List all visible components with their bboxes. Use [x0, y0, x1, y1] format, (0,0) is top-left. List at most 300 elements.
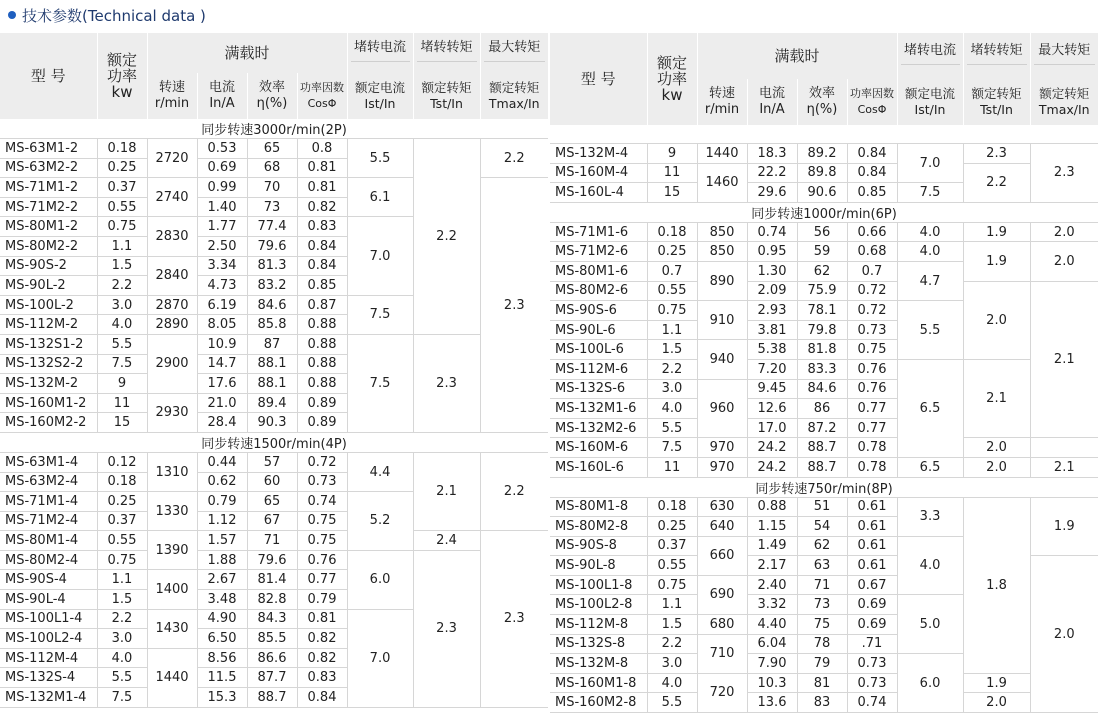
cell-current: 1.30	[747, 261, 797, 281]
cell-speed: 710	[697, 634, 747, 673]
cell-speed: 850	[697, 242, 747, 262]
cell-power: 1.5	[97, 590, 147, 610]
cell-power: 1.1	[647, 320, 697, 340]
cell-power: 9	[647, 144, 697, 164]
cell-current: 1.12	[197, 511, 247, 531]
cell-power-factor: 0.84	[297, 688, 347, 708]
cell-power-factor: 0.66	[847, 222, 897, 242]
cell-efficiency: 88.7	[247, 688, 297, 708]
cell-power: 15	[97, 413, 147, 433]
cell-tmax-in: 2.1	[1030, 281, 1098, 438]
cell-power: 0.55	[97, 197, 147, 217]
cell-power-factor: 0.79	[297, 590, 347, 610]
header-ist-in-text: 额定电流 Ist/In	[905, 86, 956, 117]
cell-power-factor: 0.84	[297, 236, 347, 256]
cell-efficiency: 71	[797, 575, 847, 595]
cell-efficiency: 88.1	[247, 354, 297, 374]
cell-power-factor: 0.88	[297, 334, 347, 354]
cell-efficiency: 75.9	[797, 281, 847, 301]
cell-ist-in: 4.0	[897, 222, 963, 242]
table-row	[0, 452, 548, 472]
cell-power: 0.25	[647, 242, 697, 262]
cell-efficiency: 75	[797, 615, 847, 635]
cell-power: 3.0	[97, 295, 147, 315]
cell-power-factor: 0.74	[297, 492, 347, 512]
cell-efficiency: 81.4	[247, 570, 297, 590]
cell-tmax-in: 2.2	[480, 139, 548, 178]
cell-power-factor: 0.73	[847, 320, 897, 340]
cell-power-factor: 0.77	[847, 418, 897, 438]
cell-model: MS-160M2-2	[0, 413, 97, 433]
cell-speed: 1460	[697, 163, 747, 202]
cell-power: 0.75	[97, 217, 147, 237]
cell-model: MS-132M-4	[550, 144, 647, 164]
section-label: 同步转速1500r/min(4P)	[0, 432, 548, 452]
cell-current: 0.53	[197, 139, 247, 159]
cell-current: 4.90	[197, 609, 247, 629]
cell-efficiency: 88.7	[797, 457, 847, 477]
cell-speed: 2870	[147, 295, 197, 315]
cell-efficiency: 89.4	[247, 393, 297, 413]
cell-efficiency: 54	[797, 517, 847, 537]
header-full-load-text: 满载时	[774, 47, 820, 65]
cell-efficiency: 84.3	[247, 609, 297, 629]
cell-power: 2.2	[97, 276, 147, 296]
cell-current: 0.44	[197, 452, 247, 472]
cell-speed: 1400	[147, 570, 197, 609]
cell-model: MS-112M-8	[550, 615, 647, 635]
cell-efficiency: 89.2	[797, 144, 847, 164]
header-efficiency	[247, 73, 297, 119]
cell-current: 0.74	[747, 222, 797, 242]
header-tst-in-text: 额定转矩 Tst/In	[971, 86, 1022, 117]
section-heading-text: 技术参数(Technical data )	[22, 6, 206, 25]
cell-power-factor: 0.81	[297, 158, 347, 178]
cell-tst-in: 2.1	[413, 452, 480, 530]
cell-ist-in: 4.7	[897, 261, 963, 300]
cell-efficiency: 88.1	[247, 374, 297, 394]
cell-speed: 690	[697, 575, 747, 614]
cell-current: 28.4	[197, 413, 247, 433]
cell-power-factor: 0.76	[847, 379, 897, 399]
header-tst-in-text: 额定转矩 Tst/In	[421, 80, 472, 111]
cell-power: 2.2	[647, 359, 697, 379]
header-locked-rotor-current	[347, 33, 413, 73]
cell-ist-in: 7.5	[347, 334, 413, 432]
cell-power: 0.55	[647, 281, 697, 301]
cell-efficiency: 84.6	[797, 379, 847, 399]
cell-model: MS-132M-2	[0, 374, 97, 394]
cell-efficiency: 78	[797, 634, 847, 654]
header-full-load	[697, 33, 897, 79]
header-power-factor-text: 功率因数 CosΦ	[850, 87, 894, 116]
cell-current: 11.5	[197, 668, 247, 688]
cell-efficiency: 51	[797, 497, 847, 517]
cell-power-factor: 0.82	[297, 197, 347, 217]
header-locked-rotor-torque-text: 堵转转矩	[417, 40, 477, 62]
cell-model: MS-132M1-6	[550, 399, 647, 419]
cell-model: MS-80M2-2	[0, 236, 97, 256]
header-current-text: 电流 In/A	[208, 80, 235, 111]
cell-efficiency: 85.5	[247, 629, 297, 649]
cell-power: 0.55	[647, 556, 697, 576]
cell-current: 2.67	[197, 570, 247, 590]
cell-model: MS-71M1-4	[0, 492, 97, 512]
cell-power-factor: 0.72	[847, 281, 897, 301]
cell-power: 15	[647, 183, 697, 203]
table-row	[0, 531, 548, 551]
cell-current: 0.69	[197, 158, 247, 178]
cell-power-factor: 0.77	[847, 399, 897, 419]
cell-model: MS-63M1-4	[0, 452, 97, 472]
cell-model: MS-160M-6	[550, 438, 647, 458]
cell-power-factor: 0.84	[847, 144, 897, 164]
cell-current: 6.50	[197, 629, 247, 649]
cell-tst-in: 1.9	[963, 242, 1030, 281]
header-current-text: 电流 In/A	[758, 86, 785, 117]
cell-power: 0.25	[97, 492, 147, 512]
cell-power-factor: 0.88	[297, 374, 347, 394]
cell-tmax-in: 2.0	[1030, 242, 1098, 281]
cell-speed: 890	[697, 261, 747, 300]
cell-power: 1.1	[97, 570, 147, 590]
cell-tst-in: 2.3	[963, 144, 1030, 164]
cell-current: 14.7	[197, 354, 247, 374]
cell-power-factor: 0.76	[847, 359, 897, 379]
cell-current: 1.57	[197, 531, 247, 551]
cell-model: MS-90S-6	[550, 301, 647, 321]
table-row	[550, 497, 1098, 517]
table-row	[0, 334, 548, 354]
cell-power-factor: 0.72	[297, 452, 347, 472]
cell-efficiency: 81	[797, 673, 847, 693]
cell-speed: 1330	[147, 492, 197, 531]
cell-ist-in: 7.5	[347, 295, 413, 334]
cell-efficiency: 79	[797, 654, 847, 674]
cell-current: 8.56	[197, 648, 247, 668]
header-locked-rotor-torque	[963, 33, 1030, 79]
cell-power-factor: 0.75	[297, 531, 347, 551]
cell-efficiency: 89.8	[797, 163, 847, 183]
table-row	[550, 222, 1098, 242]
cell-model: MS-80M2-4	[0, 550, 97, 570]
cell-power-factor: 0.78	[847, 457, 897, 477]
cell-power: 4.0	[647, 673, 697, 693]
cell-power-factor: 0.75	[297, 511, 347, 531]
cell-power: 1.5	[647, 340, 697, 360]
section-label: 同步转速750r/min(8P)	[550, 477, 1098, 497]
cell-power: 0.37	[97, 178, 147, 198]
header-model	[550, 33, 647, 125]
cell-current: 12.6	[747, 399, 797, 419]
section-row	[550, 202, 1098, 222]
cell-power-factor: 0.75	[847, 340, 897, 360]
cell-model: MS-132S-8	[550, 634, 647, 654]
cell-tst-in: 2.0	[963, 457, 1030, 477]
cell-model: MS-100L2-4	[0, 629, 97, 649]
table-row	[0, 139, 548, 159]
cell-speed: 2890	[147, 315, 197, 335]
cell-current: 2.50	[197, 236, 247, 256]
cell-speed: 1390	[147, 531, 197, 570]
cell-ist-in: 7.0	[347, 217, 413, 295]
section-label: 同步转速3000r/min(2P)	[0, 119, 548, 139]
cell-model: MS-90S-4	[0, 570, 97, 590]
cell-power-factor: 0.83	[297, 668, 347, 688]
cell-power: 4.0	[97, 315, 147, 335]
header-speed	[147, 73, 197, 119]
cell-power-factor: 0.72	[847, 301, 897, 321]
cell-speed: 680	[697, 615, 747, 635]
technical-data-table-right	[550, 33, 1098, 713]
cell-efficiency: 63	[797, 556, 847, 576]
cell-power: 5.5	[97, 334, 147, 354]
cell-power: 0.37	[97, 511, 147, 531]
header-ist-in	[897, 79, 963, 125]
cell-ist-in: 4.4	[347, 452, 413, 491]
cell-ist-in: 6.5	[897, 359, 963, 457]
cell-power-factor: 0.73	[847, 673, 897, 693]
cell-efficiency: 65	[247, 492, 297, 512]
table-row	[0, 550, 548, 570]
header-max-torque-text: 最大转矩	[1034, 43, 1096, 65]
cell-current: 6.19	[197, 295, 247, 315]
cell-ist-in: 7.5	[897, 183, 963, 203]
cell-efficiency: 83.2	[247, 276, 297, 296]
cell-speed: 970	[697, 438, 747, 458]
cell-model: MS-80M1-4	[0, 531, 97, 551]
cell-model: MS-71M1-6	[550, 222, 647, 242]
cell-speed: 2720	[147, 139, 197, 178]
cell-efficiency: 59	[797, 242, 847, 262]
header-tmax-in-text: 额定转矩 Tmax/In	[1038, 86, 1090, 117]
cell-ist-in: 4.0	[897, 536, 963, 595]
cell-model: MS-80M1-6	[550, 261, 647, 281]
cell-power: 0.75	[647, 575, 697, 595]
cell-current: 17.6	[197, 374, 247, 394]
cell-current: 13.6	[747, 693, 797, 713]
cell-tst-in: 2.0	[963, 693, 1030, 713]
cell-power: 0.18	[647, 222, 697, 242]
cell-power: 5.5	[647, 418, 697, 438]
cell-ist-in: 5.5	[347, 139, 413, 178]
table-row	[550, 438, 1098, 458]
table-row	[550, 144, 1098, 164]
cell-power: 3.0	[647, 379, 697, 399]
cell-power-factor: 0.85	[297, 276, 347, 296]
header-rated-power	[647, 33, 697, 125]
cell-efficiency: 85.8	[247, 315, 297, 335]
cell-power-factor: 0.76	[297, 550, 347, 570]
cell-efficiency: 81.3	[247, 256, 297, 276]
cell-power: 0.18	[97, 139, 147, 159]
cell-tmax-in: 1.9	[1030, 497, 1098, 556]
cell-tst-in: 2.0	[963, 438, 1030, 458]
cell-efficiency: 81.8	[797, 340, 847, 360]
cell-efficiency: 78.1	[797, 301, 847, 321]
cell-current: 1.15	[747, 517, 797, 537]
cell-power-factor: 0.84	[847, 163, 897, 183]
cell-power: 7.5	[647, 438, 697, 458]
cell-speed: 2930	[147, 393, 197, 432]
blank-cell	[550, 125, 1098, 144]
cell-speed: 910	[697, 301, 747, 340]
cell-tmax-in: 2.2	[480, 452, 548, 530]
cell-efficiency: 79.6	[247, 550, 297, 570]
cell-ist-in: 6.0	[347, 550, 413, 609]
cell-power: 0.25	[647, 517, 697, 537]
cell-efficiency: 68	[247, 158, 297, 178]
header-max-torque	[480, 33, 548, 73]
bullet-icon	[8, 11, 16, 19]
header-rated-power-text: 额定 功率 kw	[656, 54, 687, 104]
cell-power-factor: 0.84	[297, 256, 347, 276]
cell-current: 0.99	[197, 178, 247, 198]
table-row	[550, 281, 1098, 301]
header-max-torque	[1030, 33, 1098, 79]
cell-power: 0.25	[97, 158, 147, 178]
cell-model: MS-100L1-4	[0, 609, 97, 629]
cell-power: 0.37	[647, 536, 697, 556]
cell-efficiency: 88.7	[797, 438, 847, 458]
cell-current: 4.40	[747, 615, 797, 635]
cell-current: 29.6	[747, 183, 797, 203]
cell-power: 5.5	[97, 668, 147, 688]
technical-data-table-left	[0, 33, 548, 708]
cell-speed: 960	[697, 379, 747, 438]
cell-model: MS-132S-6	[550, 379, 647, 399]
cell-current: 7.20	[747, 359, 797, 379]
cell-current: 24.2	[747, 457, 797, 477]
header-efficiency-text: 效率 η(%)	[256, 80, 288, 111]
cell-efficiency: 87	[247, 334, 297, 354]
cell-speed: 2740	[147, 178, 197, 217]
cell-tmax-in: 2.3	[480, 531, 548, 707]
cell-current: 22.2	[747, 163, 797, 183]
cell-power: 4.0	[97, 648, 147, 668]
cell-model: MS-160M1-2	[0, 393, 97, 413]
table-row	[550, 359, 1098, 379]
header-ist-in-text: 额定电流 Ist/In	[355, 80, 406, 111]
cell-power-factor: 0.67	[847, 575, 897, 595]
cell-model: MS-90L-6	[550, 320, 647, 340]
header-efficiency-text: 效率 η(%)	[806, 86, 838, 117]
cell-power-factor: 0.88	[297, 315, 347, 335]
cell-current: 7.90	[747, 654, 797, 674]
header-tst-in	[413, 73, 480, 119]
cell-tmax-in: 2.3	[480, 178, 548, 433]
cell-power: 0.12	[97, 452, 147, 472]
cell-speed: 660	[697, 536, 747, 575]
cell-model: MS-132M2-6	[550, 418, 647, 438]
cell-current: 1.77	[197, 217, 247, 237]
cell-power: 7.5	[97, 688, 147, 708]
cell-efficiency: 73	[797, 595, 847, 615]
cell-efficiency: 83	[797, 693, 847, 713]
cell-power-factor: 0.89	[297, 413, 347, 433]
cell-power: 9	[97, 374, 147, 394]
cell-power-factor: 0.83	[297, 217, 347, 237]
cell-efficiency: 62	[797, 261, 847, 281]
cell-ist-in: 7.0	[897, 144, 963, 183]
header-current	[197, 73, 247, 119]
cell-power-factor: 0.85	[847, 183, 897, 203]
cell-speed: 940	[697, 340, 747, 379]
cell-ist-in: 3.3	[897, 497, 963, 536]
cell-power-factor: 0.87	[297, 295, 347, 315]
cell-current: 8.05	[197, 315, 247, 335]
cell-tmax-in: 2.3	[1030, 144, 1098, 203]
cell-current: 0.62	[197, 472, 247, 492]
cell-power-factor: .71	[847, 634, 897, 654]
cell-current: 0.79	[197, 492, 247, 512]
cell-power: 0.18	[647, 497, 697, 517]
cell-speed: 1440	[697, 144, 747, 164]
cell-model: MS-80M1-8	[550, 497, 647, 517]
cell-power: 1.1	[647, 595, 697, 615]
cell-model: MS-80M2-8	[550, 517, 647, 537]
cell-model: MS-132M-8	[550, 654, 647, 674]
header-speed-text: 转速 r/min	[154, 80, 190, 111]
cell-speed: 720	[697, 673, 747, 712]
cell-power-factor: 0.81	[297, 178, 347, 198]
cell-model: MS-132S2-2	[0, 354, 97, 374]
cell-power: 0.55	[97, 531, 147, 551]
cell-current: 3.81	[747, 320, 797, 340]
cell-power-factor: 0.61	[847, 536, 897, 556]
cell-power: 2.2	[97, 609, 147, 629]
cell-current: 4.73	[197, 276, 247, 296]
cell-efficiency: 83.3	[797, 359, 847, 379]
table-row	[550, 242, 1098, 262]
cell-power-factor: 0.68	[847, 242, 897, 262]
cell-model: MS-63M1-2	[0, 139, 97, 159]
cell-model: MS-100L2-8	[550, 595, 647, 615]
cell-speed: 640	[697, 517, 747, 537]
table-row	[550, 673, 1098, 693]
cell-efficiency: 87.2	[797, 418, 847, 438]
cell-power-factor: 0.74	[847, 693, 897, 713]
cell-efficiency: 84.6	[247, 295, 297, 315]
cell-current: 0.88	[747, 497, 797, 517]
cell-current: 10.9	[197, 334, 247, 354]
header-model	[0, 33, 97, 119]
header-model-text: 型 号	[30, 67, 66, 85]
cell-current: 6.04	[747, 634, 797, 654]
cell-ist-in: 7.0	[347, 609, 413, 707]
cell-tmax-in	[1030, 438, 1098, 458]
table-row	[550, 163, 1098, 183]
header-locked-rotor-torque-text: 堵转转矩	[967, 43, 1027, 65]
cell-speed: 1310	[147, 452, 197, 491]
cell-speed: 2830	[147, 217, 197, 256]
cell-power-factor: 0.61	[847, 497, 897, 517]
cell-ist-in: 4.0	[897, 242, 963, 262]
cell-efficiency: 67	[247, 511, 297, 531]
header-locked-rotor-current	[897, 33, 963, 79]
cell-efficiency: 70	[247, 178, 297, 198]
cell-current: 17.0	[747, 418, 797, 438]
cell-power-factor: 0.73	[297, 472, 347, 492]
cell-model: MS-160M-4	[550, 163, 647, 183]
header-current	[747, 79, 797, 125]
cell-current: 3.32	[747, 595, 797, 615]
cell-efficiency: 90.6	[797, 183, 847, 203]
table-row	[550, 693, 1098, 713]
cell-current: 1.49	[747, 536, 797, 556]
cell-model: MS-112M-6	[550, 359, 647, 379]
header-model-text: 型 号	[580, 70, 616, 88]
